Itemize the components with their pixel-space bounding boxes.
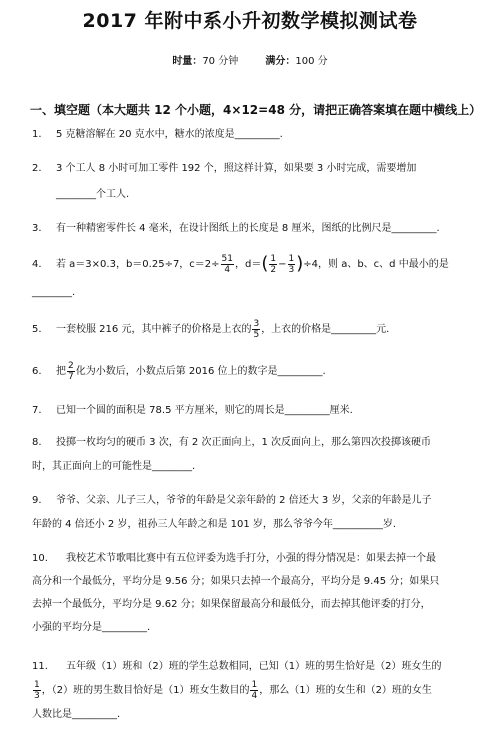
denominator: 3 xyxy=(288,264,295,275)
question-11 xyxy=(32,658,482,724)
question-number: 10. xyxy=(32,553,48,564)
fraction xyxy=(250,680,258,701)
question-text-c: ÷4，则 a、b、c、d 中最小的是 xyxy=(303,259,449,270)
numerator: 3 xyxy=(253,318,260,329)
question-number: 7. xyxy=(32,405,42,416)
question-text: 爷爷、父亲、儿子三人，爷爷的年龄是父亲年龄的 2 倍还大 3 岁，父亲的年龄是儿子 xyxy=(56,495,432,506)
question-text-line2: 高分和一个最低分，平均分是 9.56 分；如果只去掉一个最高分，平均分是 9.45 分；如果只 xyxy=(32,576,440,587)
question-text: 有一种精密零件长 4 毫米，在设计图纸上的长度是 8 厘米，图纸的比例尺是_________. xyxy=(56,223,440,234)
question-text-b: 化为小数后，小数点后第 2016 位上的数字是_________. xyxy=(75,366,326,377)
score-value: 100 分 xyxy=(295,56,328,67)
minus-sign: − xyxy=(278,259,287,270)
time-label: 时量： xyxy=(172,56,203,67)
page-title: 2017 年附中系小升初数学模拟测试卷 xyxy=(82,10,418,32)
question-text-line4: 小强的平均分是_________. xyxy=(32,622,151,633)
question-text: 已知一个圆的面积是 78.5 平方厘米，则它的周长是_________厘米. xyxy=(56,405,353,416)
time-info xyxy=(172,56,238,67)
question-text-b: ，上衣的价格是_________元. xyxy=(261,324,390,335)
question-number: 1. xyxy=(32,129,42,140)
question-number: 8. xyxy=(32,437,42,448)
fraction xyxy=(288,254,296,275)
question-text-a: 把 xyxy=(56,366,66,377)
question-number: 3. xyxy=(32,223,42,234)
question-text-a: 一套校服 216 元，其中裤子的价格是上衣的 xyxy=(56,324,252,335)
question-text-line2: ________个工人. xyxy=(56,189,130,200)
question-9 xyxy=(32,492,482,534)
question-text-b: ，d＝ xyxy=(235,259,262,270)
question-2 xyxy=(32,160,482,204)
question-3 xyxy=(32,220,482,238)
score-info xyxy=(265,56,327,67)
question-text: 五年级（1）班和（2）班的学生总数相同，已知（1）班的男生恰好是（2）班女生的 xyxy=(66,661,442,672)
denominator: 4 xyxy=(251,690,258,701)
numerator: 2 xyxy=(68,360,74,371)
fraction xyxy=(33,680,41,701)
question-text-line2: 年龄的 4 倍还小 2 岁，祖孙三人年龄之和是 101 岁，那么爷爷今年__________岁. xyxy=(32,519,397,530)
numerator: 1 xyxy=(288,253,295,264)
denominator: 2 xyxy=(270,264,277,275)
question-number: 6. xyxy=(32,366,42,377)
question-number: 9. xyxy=(32,495,42,506)
question-1 xyxy=(32,126,482,144)
question-text-line2: ________. xyxy=(32,287,76,298)
question-7 xyxy=(32,402,482,420)
question-text: 投掷一枚均匀的硬币 3 次，有 2 次正面向上，1 次反面向上，那么第四次投掷该硬币 xyxy=(56,437,431,448)
question-number: 4. xyxy=(32,259,42,270)
question-6 xyxy=(32,360,482,384)
question-4 xyxy=(32,252,482,302)
numerator: 51 xyxy=(221,253,233,264)
numerator: 1 xyxy=(270,253,277,264)
question-text-a: ，（2）班的男生数目恰好是（1）班女生数目的 xyxy=(41,685,250,696)
question-10 xyxy=(32,550,482,637)
exam-meta xyxy=(0,52,500,67)
left-paren: ( xyxy=(261,253,269,274)
question-number: 2. xyxy=(32,163,42,174)
question-8 xyxy=(32,434,482,476)
time-value: 70 分钟 xyxy=(202,56,239,67)
question-number: 5. xyxy=(32,324,42,335)
numerator: 1 xyxy=(34,679,40,690)
numerator: 1 xyxy=(251,679,258,690)
denominator: 5 xyxy=(253,329,260,340)
right-paren: ) xyxy=(296,253,304,274)
question-text-line3: 去掉一个最低分，平均分是 9.62 分；如果保留最高分和最低分，而去掉其他评委的打分， xyxy=(32,599,431,610)
fraction xyxy=(221,254,234,275)
question-text-a: 若 a＝3×0.3，b＝0.25÷7，c＝2÷ xyxy=(56,259,220,270)
question-text: 3 个工人 8 小时可加工零件 192 个，照这样计算，如果要 3 小时完成，需要增加 xyxy=(56,163,417,174)
question-text-line2: 时，其正面向上的可能性是________. xyxy=(32,461,196,472)
denominator: 4 xyxy=(224,264,231,275)
question-text-line3: 人数比是_________. xyxy=(32,709,121,720)
section-heading: 一、填空题（本大题共 12 个小题，4×12=48 分，请把正确答案填在题中横线上） xyxy=(30,103,482,117)
fraction xyxy=(252,319,260,340)
denominator: 7 xyxy=(68,371,74,382)
question-5 xyxy=(32,318,482,342)
question-text: 5 克糖溶解在 20 克水中，糖水的浓度是_________. xyxy=(56,129,283,140)
question-text-b: ，那么（1）班的女生和（2）班的女生 xyxy=(259,685,432,696)
question-text: 我校艺术节歌唱比赛中有五位评委为选手打分，小强的得分情况是：如果去掉一个最 xyxy=(66,553,436,564)
fraction xyxy=(269,254,277,275)
question-number: 11. xyxy=(32,661,48,672)
fraction xyxy=(67,361,75,382)
denominator: 3 xyxy=(34,690,40,701)
score-label: 满分： xyxy=(265,56,296,67)
